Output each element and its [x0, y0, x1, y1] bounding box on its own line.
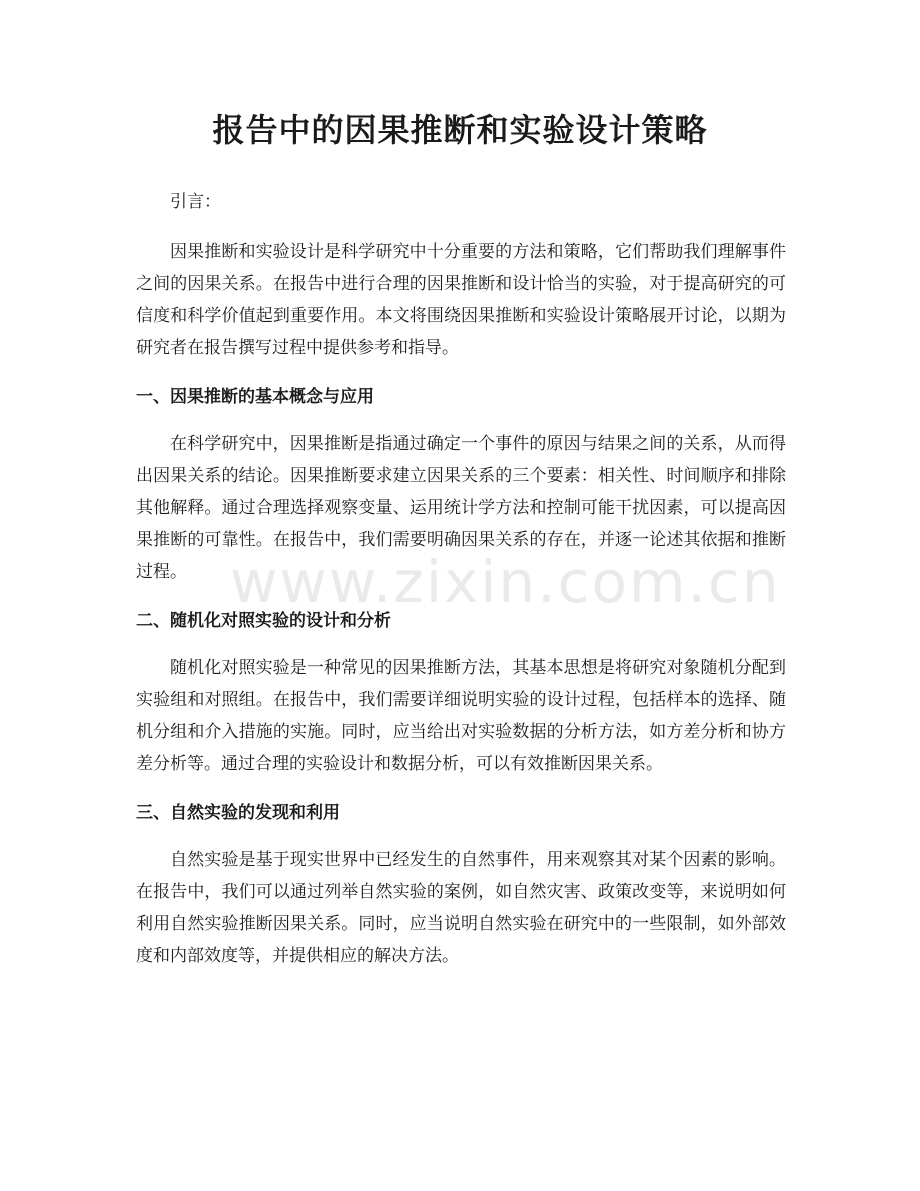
section-paragraph-1: 在科学研究中，因果推断是指通过确定一个事件的原因与结果之间的关系，从而得出因果关系的结论。因果推断要求建立因果关系的三个要素：相关性、时间顺序和排除其他解释。通过合理选择观察变量、运用统计学方法和控制可能干扰因素，可以提高因果推断的可靠性。在报告中，我们需要明确因果关系的存在，并逐一论述其依据和推断过程。	[136, 434, 786, 582]
document-body	[136, 186, 786, 972]
section-paragraph-3: 自然实验是基于现实世界中已经发生的自然事件，用来观察其对某个因素的影响。在报告中，我们可以通过列举自然实验的案例，如自然灾害、政策改变等，来说明如何利用自然实验推断因果关系。同时，应当说明自然实验在研究中的一些限制，如外部效度和内部效度等，并提供相应的解决方法。	[136, 850, 786, 966]
watermark: www.zixin.com.cn	[230, 548, 781, 616]
section-paragraph-2: 随机化对照实验是一种常见的因果推断方法，其基本思想是将研究对象随机分配到实验组和对照组。在报告中，我们需要详细说明实验的设计过程，包括样本的选择、随机分组和介入措施的实施。同时，应当给出对实验数据的分析方法，如方差分析和协方差分析等。通过合理的实验设计和数据分析，可以有效推断因果关系。	[136, 658, 786, 774]
intro-label: 引言：	[170, 192, 221, 212]
intro-paragraph: 因果推断和实验设计是科学研究中十分重要的方法和策略，它们帮助我们理解事件之间的因果关系。在报告中进行合理的因果推断和设计恰当的实验，对于提高研究的可信度和科学价值起到重要作用。本文将围绕因果推断和实验设计策略展开讨论，以期为研究者在报告撰写过程中提供参考和指导。	[136, 242, 786, 358]
section-heading-2: 二、随机化对照实验的设计和分析	[136, 611, 391, 631]
section-heading-1: 一、因果推断的基本概念与应用	[136, 387, 374, 407]
document-title: 报告中的因果推断和实验设计策略	[212, 111, 708, 149]
section-heading-3: 三、自然实验的发现和利用	[136, 803, 340, 823]
